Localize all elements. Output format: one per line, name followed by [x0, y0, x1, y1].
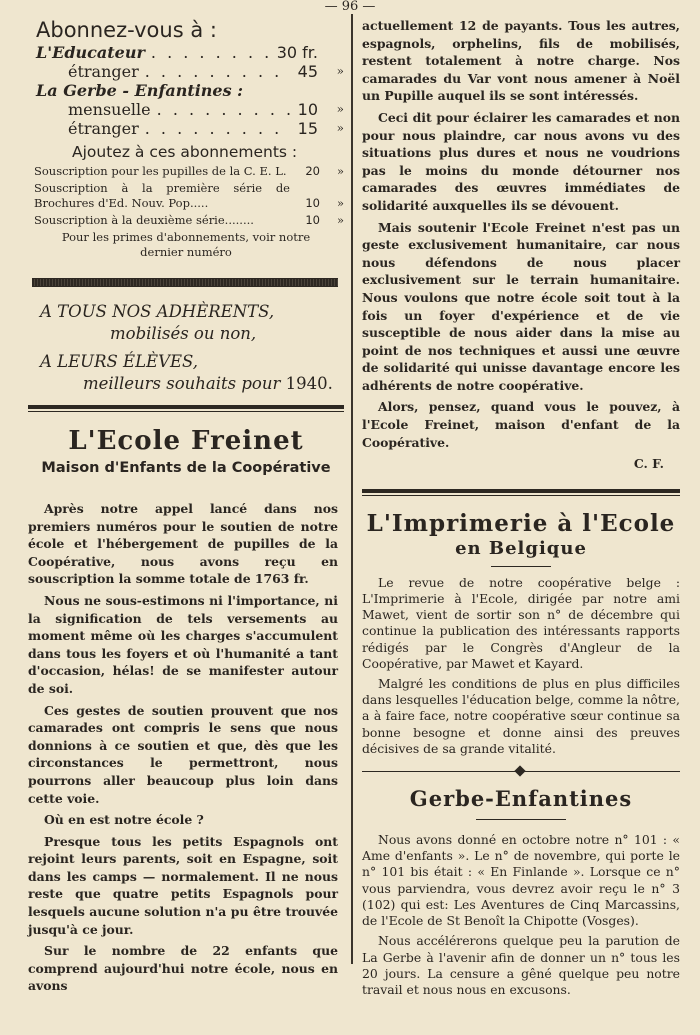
add-title: Ajoutez à ces abonnements : — [72, 143, 298, 161]
paragraph: Ceci dit pour éclairer les camarades et non pour nous plaindre, car nous avons vu des situations plus dures et nous ne voudrions pas le moins du monde détourner nos camarades des œuvres immédiates de solidarité auxquelles ils se dévouent. — [362, 109, 680, 213]
belgique-article — [362, 510, 680, 757]
currency-mark: » — [336, 196, 344, 210]
wish-line-3: A LEURS ÉLÈVES, — [40, 352, 199, 371]
subscription-row — [68, 119, 344, 138]
signature: C. F. — [633, 456, 664, 472]
wish-line-1: A TOUS NOS ADHÈRENTS, — [40, 302, 275, 321]
extra-row — [34, 164, 344, 179]
subscription-title: Abonnez-vous à : — [36, 18, 217, 42]
paragraph: Mais soutenir l'Ecole Freinet n'est pas un geste exclusivement humanitaire, car nous nous défendons de nous placer exclusivement sur le terrain humanitaire. Nous voulons que notre école soit tout à la fois un foyer d'expérience et de vie susceptible de nous aider dans la mise au point de nos techniques et aussi une œuvre de solidarité qui unisse davantage encore les adhérents de notre coopérative. — [362, 219, 680, 393]
currency-mark: » — [336, 121, 344, 135]
leader-dots: . . . . . . . . . — [144, 62, 283, 81]
freinet-subtitle: Maison d'Enfants de la Coopérative — [41, 460, 331, 476]
page-number: — 96 — — [324, 0, 376, 14]
extra-amount: 10 — [305, 213, 320, 227]
extra-rows — [34, 164, 344, 228]
leader-dots: . . . . . . . . . — [144, 119, 283, 138]
right-column — [362, 14, 680, 1002]
subscription-amount: 10 — [297, 100, 318, 119]
wishes-block — [28, 301, 344, 395]
paragraph: Alors, pensez, quand vous le pouvez, à l'Ecole Freinet, maison d'enfant de la Coopérative. — [362, 399, 680, 450]
leader-dots: . . . . . . . . — [150, 43, 273, 62]
paragraph: Où en est notre école ? — [44, 812, 204, 828]
currency-mark: » — [336, 213, 344, 227]
currency-mark: » — [336, 102, 344, 116]
paragraph: Nous avons donné en octobre notre n° 101 : « Ame d'enfants ». Le n° de novembre, qui porte le n° 101 bis était : « En Finlande ». Lorsque ce n° vous parviendra, vous devrez avoir reçu le n° 3 (102) qui est: Les Aventures de Cinq Marcassins, de l'Ecole de St Benoît la Chipotte (Vosges). — [362, 832, 680, 929]
gerbe-title: Gerbe-Enfantines — [409, 786, 633, 812]
paragraph: Sur le nombre de 22 enfants que comprend aujourd'hui notre école, nous en avons — [28, 943, 338, 994]
paragraph: Ces gestes de soutien prouvent que nos camarades ont compris le sens que nous donnions à ce soutien et que, dès que les circonstances le permettront, nous pourrons aller beaucoup plus loin dans cette voie. — [28, 702, 338, 806]
short-rule — [491, 566, 551, 567]
extra-row — [34, 213, 344, 228]
leader-dots: . . . . . . . . . — [156, 100, 295, 119]
gerbe-paragraphs — [362, 832, 680, 998]
leader-dots — [243, 81, 318, 100]
paragraph: Presque tous les petits Espagnols ont rejoint leurs parents, soit en Espagne, soit dans les camps — normalement. Il ne nous reste que quatre petits Espagnols pour lesquels aucune solution n'a pu être trouvée jusqu'à ce jour. — [28, 833, 338, 937]
subscription-amount: 45 — [297, 62, 318, 81]
gerbe-article — [362, 785, 680, 998]
wish-year: 1940. — [285, 374, 333, 393]
section-rule — [28, 405, 344, 412]
subscription-label: étranger — [68, 62, 139, 81]
belgique-title: L'Imprimerie à l'Ecole — [366, 509, 676, 537]
subscription-amount: 15 — [297, 119, 318, 138]
subscription-label: L'Educateur — [36, 43, 145, 62]
paragraph: actuellement 12 de payants. Tous les autres, espagnols, orphelins, fils de mobilisés, restent totalement à notre charge. Nos camarades du Var vont nous amener à Noël un Pupille auquel ils se sont intéressés. — [362, 18, 680, 104]
short-rule-2 — [476, 819, 566, 820]
subscription-row — [36, 81, 344, 100]
currency-mark: » — [336, 64, 344, 78]
subscription-row — [68, 100, 344, 119]
subscription-row — [68, 62, 344, 81]
diamond-rule — [362, 767, 680, 777]
wish-text: meilleurs souhaits pour — [83, 374, 281, 393]
paragraph: Nous accélérerons quelque peu la parution de La Gerbe à l'avenir afin de donner un n° tous les 20 jours. La censure a gêné quelque peu notre travail et nous nous en excusons. — [362, 933, 680, 997]
extra-label: Souscription pour les pupilles de la C. E. L. — [34, 164, 287, 178]
paragraph: Après notre appel lancé dans nos premiers numéros pour le soutien de notre école et l'hébergement de pupilles de la Coopérative, nous avons reçu en souscription la somme totale de 1763 fr. — [28, 501, 338, 587]
freinet-article — [28, 426, 344, 995]
wish-line-2: mobilisés ou non, — [110, 324, 257, 343]
paragraph: Malgré les conditions de plus en plus difficiles dans lesquelles l'éducation belge, comme la nôtre, a à faire face, notre coopérative sœur continue sa bonne besogne et donne ainsi des preuves décisives de sa grande vitalité. — [362, 676, 680, 756]
section-rule-right — [362, 489, 680, 496]
extra-amount: 10 — [305, 196, 320, 210]
currency-mark: » — [336, 164, 344, 178]
thick-rule — [32, 278, 338, 287]
subscription-label: mensuelle — [68, 100, 151, 119]
wish-line-4 — [83, 373, 344, 395]
subscription-label: étranger — [68, 119, 139, 138]
extra-label: Souscription à la deuxième série........ — [34, 213, 254, 227]
column-divider — [351, 14, 353, 964]
subscription-box — [28, 18, 344, 260]
left-column — [28, 14, 344, 999]
subscription-row — [36, 43, 344, 62]
currency-mark — [318, 43, 344, 62]
paragraph: Nous ne sous-estimons ni l'importance, ni la signification de tels versements au moment même où les charges s'accumulent dans tous les foyers et où l'humanité a tant d'occasion, hélas! de se manifester autour de soi. — [28, 592, 338, 696]
freinet-continued — [362, 17, 680, 451]
extra-row — [34, 181, 344, 211]
signature-line — [362, 455, 680, 473]
belgique-title-2: en Belgique — [455, 537, 587, 559]
subscription-amount: 30 fr. — [276, 43, 318, 62]
extra-amount: 20 — [305, 164, 320, 178]
freinet-paragraphs — [28, 500, 344, 995]
primes-note: Pour les primes d'abonnements, voir notre dernier numéro — [61, 230, 311, 259]
freinet-title: L'Ecole Freinet — [68, 426, 304, 456]
paragraph: Le revue de notre coopérative belge : L'Imprimerie à l'Ecole, dirigée par notre ami Mawet, vient de sortir son n° de décembre qui continue la publication des intéressants rapports rédigés par le Congrès d'Angleur de la Coopérative, par Mawet et Kayard. — [362, 574, 680, 671]
extra-label: Souscription à la première série de Brochures d'Ed. Nouv. Pop..... — [34, 181, 290, 210]
belgique-paragraphs — [362, 575, 680, 757]
subscription-rows — [36, 43, 344, 138]
currency-mark — [318, 81, 344, 100]
subscription-label: La Gerbe - Enfantines : — [36, 81, 244, 100]
